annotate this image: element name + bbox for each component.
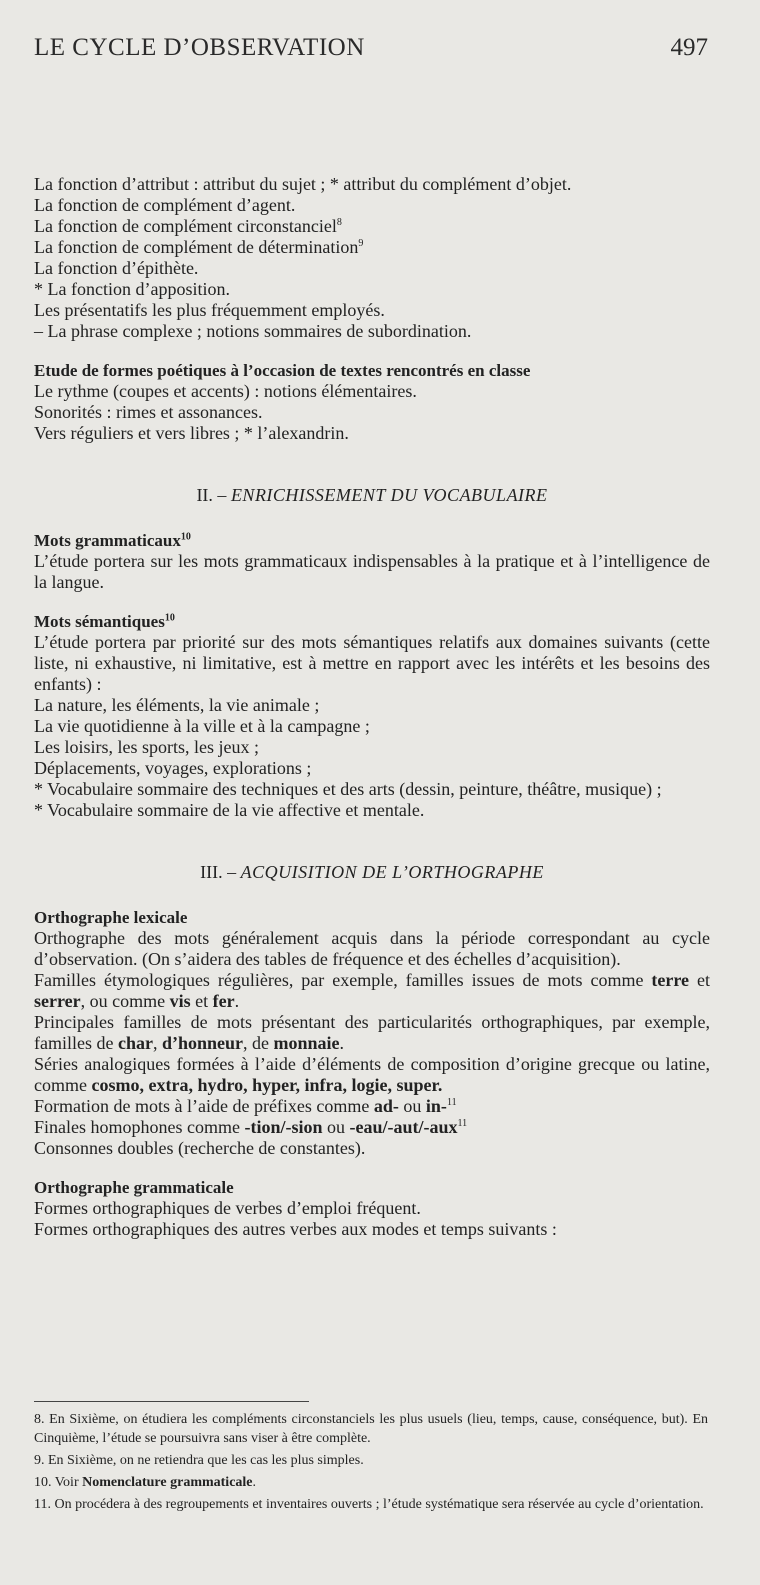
grammatical-orthography-line: Formes orthographiques de verbes d’emploi fréquent. (34, 1198, 421, 1218)
intro-line: – La phrase complexe ; notions sommaires de subordination. (34, 321, 472, 341)
semantic-words-text: L’étude portera par priorité sur des mots sémantiques relatifs aux domaines suivants (cette liste, ni exhaustive, ni limitative, est à mettre en rapport avec les intérêts et les besoins des enfants) : (34, 632, 710, 694)
intro-line: La fonction de complément d’agent. (34, 195, 296, 215)
prefix-formation-line: Formation de mots à l’aide de préfixes comme ad- ou in-$^{11}$ (34, 1096, 457, 1116)
footnotes (34, 1410, 708, 1517)
principal-families-text: Principales familles de mots présentant des particularités orthographiques, par exemple, familles de char, d’honneur, de monnaie. (34, 1012, 710, 1053)
footnote-ref: 10 (180, 531, 191, 543)
poetic-line: Vers réguliers et vers libres ; * l’alexandrin. (34, 423, 349, 443)
intro-line: Les présentatifs les plus fréquemment employés. (34, 300, 385, 320)
semantic-domain: Déplacements, voyages, explorations ; (34, 758, 312, 778)
poetic-heading: Etude de formes poétiques à l’occasion de textes rencontrés en classe (34, 361, 531, 380)
homophone-finals-line: Finales homophones comme -tion/-sion ou -eau/-aut/-aux$^{11}$ (34, 1117, 468, 1137)
running-head (34, 34, 708, 70)
intro-line: La fonction de complément de détermination$^9$ (34, 237, 364, 257)
running-title: LE CYCLE D’OBSERVATION (34, 34, 365, 61)
intro-line: * La fonction d’apposition. (34, 279, 230, 299)
grammatical-orthography-heading: Orthographe grammaticale (34, 1178, 234, 1197)
section-title-orthography: III. – ACQUISITION DE L’ORTHOGRAPHE (200, 862, 544, 882)
page-number: 497 (670, 34, 708, 61)
poetic-line: Sonorités : rimes et assonances. (34, 402, 263, 422)
semantic-domain: Les loisirs, les sports, les jeux ; (34, 737, 259, 757)
analogical-series-text: Séries analogiques formées à l’aide d’éléments de composition d’origine grecque ou latine, comme cosmo, extra, hydro, hyper, infra, logie, super. (34, 1054, 710, 1095)
intro-line: La fonction de complément circonstanciel$^8$ (34, 216, 342, 236)
footnote-10: 10. Voir Nomenclature grammaticale. (34, 1475, 257, 1490)
semantic-domain: * Vocabulaire sommaire des techniques et des arts (dessin, peinture, théâtre, musique) ; (34, 779, 662, 799)
footnote-9: 9. En Sixième, on ne retiendra que les cas les plus simples. (34, 1453, 364, 1468)
footnote-divider (34, 1401, 309, 1402)
footnote-8: 8. En Sixième, on étudiera les compléments circonstanciels les plus usuels (lieu, temps, cause, conséquence, but). En Cinquième, l’étude se poursuivra sans viser à être complète. (34, 1412, 708, 1446)
lexical-orthography-heading: Orthographe lexicale (34, 908, 188, 927)
section-title-vocabulary: II. – ENRICHISSEMENT DU VOCABULAIRE (196, 485, 548, 505)
double-consonants-line: Consonnes doubles (recherche de constantes). (34, 1138, 366, 1158)
grammatical-words-heading: Mots grammaticaux$^{10}$ (34, 531, 191, 550)
families-text: Familles étymologiques régulières, par exemple, familles issues de mots comme terre et serrer, ou comme vis et fer. (34, 970, 710, 1011)
main-content (34, 174, 710, 1240)
lexical-orthography-text: Orthographe des mots généralement acquis dans la période correspondant au cycle d’observation. (On s’aidera des tables de fréquence et des échelles d’acquisition). (34, 928, 710, 969)
grammatical-orthography-line: Formes orthographiques des autres verbes aux modes et temps suivants : (34, 1219, 557, 1239)
footnote-11: 11. On procédera à des regroupements et inventaires ouverts ; l’étude systématique sera réservée au cycle d’orientation. (34, 1497, 704, 1512)
footnote-ref: 10 (164, 612, 175, 624)
semantic-words-heading: Mots sémantiques$^{10}$ (34, 612, 175, 631)
semantic-domain: La vie quotidienne à la ville et à la campagne ; (34, 716, 370, 736)
footnote-ref: 9 (358, 238, 364, 249)
semantic-domain: * Vocabulaire sommaire de la vie affective et mentale. (34, 800, 425, 820)
semantic-domain: La nature, les éléments, la vie animale ; (34, 695, 320, 715)
footnote-ref: 8 (336, 217, 342, 228)
poetic-line: Le rythme (coupes et accents) : notions élémentaires. (34, 381, 417, 401)
footnote-ref: 11 (457, 1118, 468, 1129)
grammatical-words-text: L’étude portera sur les mots grammaticaux indispensables à la pratique et à l’intelligence de la langue. (34, 551, 710, 592)
intro-line: La fonction d’épithète. (34, 258, 199, 278)
intro-line: La fonction d’attribut : attribut du sujet ; * attribut du complément d’objet. (34, 174, 572, 194)
footnote-ref: 11 (446, 1097, 457, 1108)
